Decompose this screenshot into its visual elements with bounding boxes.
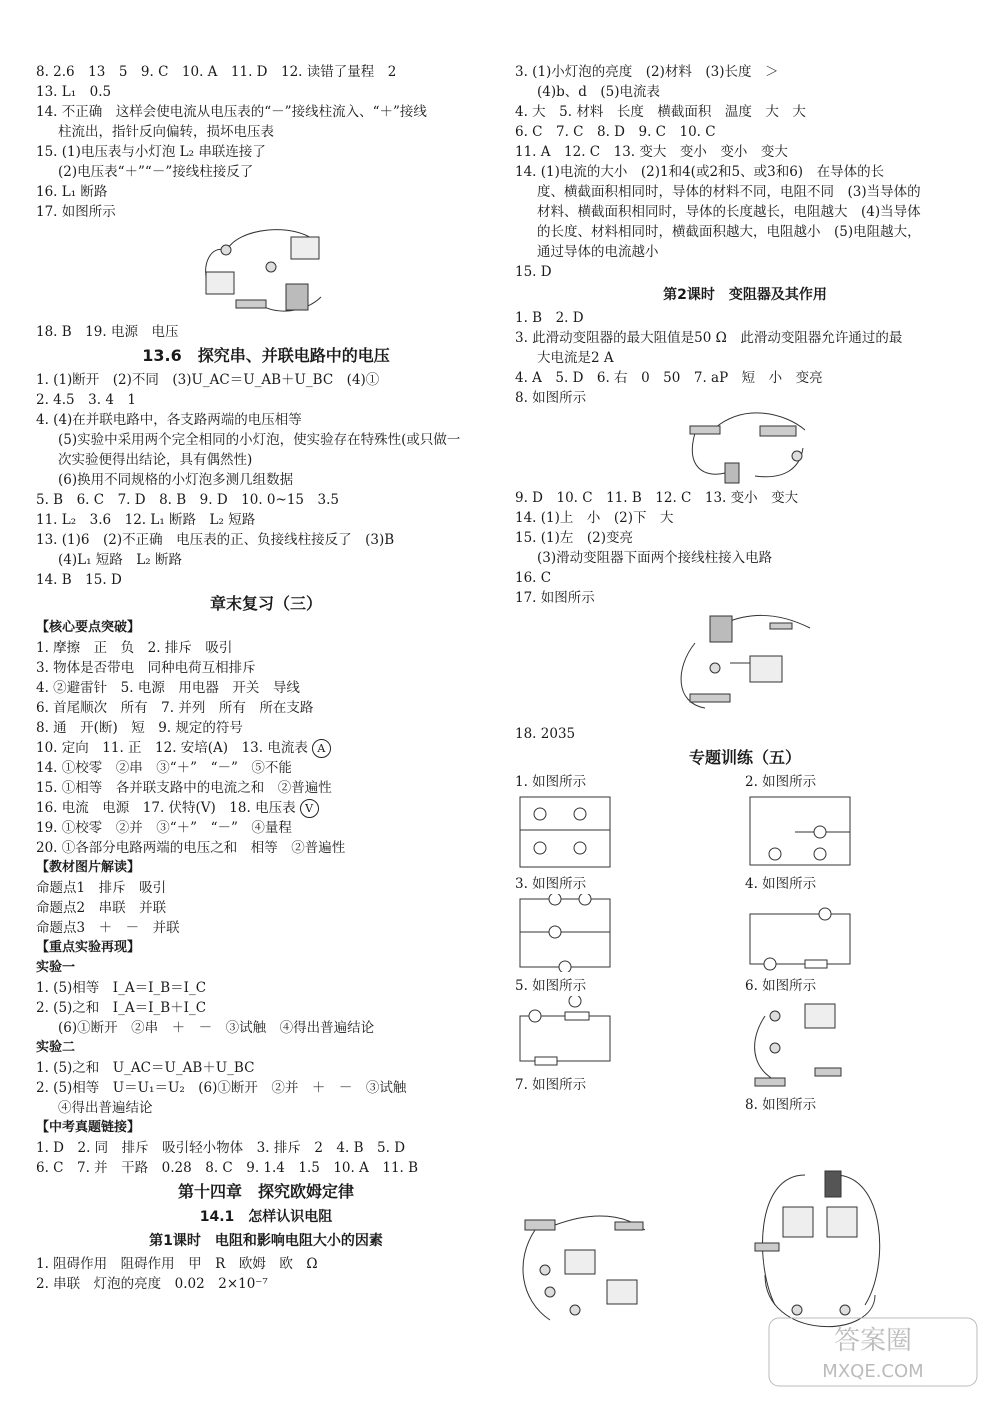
answer-line: 2. 串联 灯泡的亮度 0.02 2×10⁻⁷ xyxy=(36,1276,268,1292)
answer-line: 柱流出，指针反向偏转，损坏电压表 xyxy=(58,124,274,140)
figure-label: 7. 如图所示 xyxy=(515,1077,587,1093)
answer-line: 11. A 12. C 13. 变大 变小 变小 变大 xyxy=(515,144,788,160)
circuit-figure xyxy=(675,408,815,488)
answer-line: 18. 2035 xyxy=(515,726,576,742)
answer-line: 16. C xyxy=(515,570,552,586)
subsection-heading: 【重点实验再现】 xyxy=(36,940,141,955)
answer-block xyxy=(515,488,975,608)
answer-line: (2)电压表“＋”“－”接线柱接反了 xyxy=(58,164,254,180)
lesson-heading: 第2课时 变阻器及其作用 xyxy=(663,287,827,303)
svg-text:答案圈: 答案圈 xyxy=(833,1326,913,1356)
figure-grid xyxy=(515,772,975,874)
subsection-heading: 【中考真题链接】 xyxy=(36,1120,141,1135)
chapter-heading: 第十四章 探究欧姆定律 xyxy=(177,1182,354,1201)
answer-text: 10. 定向 11. 正 12. 安培(A) 13. 电流表 xyxy=(36,740,308,756)
answer-line: (4)L₁ 短路 L₂ 断路 xyxy=(58,552,182,568)
answer-line: 4. A 5. D 6. 右 0 50 7. aP 短 小 变亮 xyxy=(515,370,823,386)
answer-block xyxy=(515,308,975,408)
figure-grid xyxy=(515,874,975,976)
answer-line: 6. 首尾顺次 所有 7. 并列 所有 所在支路 xyxy=(36,700,314,716)
circuit-figure xyxy=(196,222,336,322)
answer-line: 8. 2.6 13 5 9. C 10. A 11. D 12. 读错了量程 2 xyxy=(36,64,397,80)
figure-label: 3. 如图所示 xyxy=(515,876,587,892)
section-heading: 章末复习（三） xyxy=(209,594,322,613)
answer-line: 材料、横截面积相同时，导体的长度越长，电阻越大 (4)当导体 xyxy=(537,204,921,220)
answer-line: (4)b、d (5)电流表 xyxy=(537,84,661,100)
answer-line: 1. 阻碍作用 阻碍作用 甲 R 欧姆 欧 Ω xyxy=(36,1256,318,1272)
answer-line: 度、横截面积相同时，导体的材料不同，电阻不同 (3)当导体的 xyxy=(537,184,921,200)
answer-block xyxy=(36,62,496,222)
answer-line: 13. L₁ 0.5 xyxy=(36,84,112,100)
answer-block xyxy=(36,370,496,590)
answer-line: 15. (1)左 (2)变亮 xyxy=(515,530,634,546)
answer-line: 15. (1)电压表与小灯泡 L₂ 串联连接了 xyxy=(36,144,266,160)
answer-line: 14. 不正确 这样会使电流从电压表的“－”接线柱流入、“＋”接线 xyxy=(36,104,427,120)
answer-line: 14. ①校零 ②串 ③“＋” “－” ⑤不能 xyxy=(36,760,292,776)
answer-line: 4. ②避雷针 5. 电源 用电器 开关 导线 xyxy=(36,680,300,696)
answer-line: 6. C 7. 并 干路 0.28 8. C 9. 1.4 1.5 10. A 11. B xyxy=(36,1160,419,1176)
figure-label: 5. 如图所示 xyxy=(515,978,587,994)
answer-line: 4. 大 5. 材料 长度 横截面积 温度 大 大 xyxy=(515,104,806,120)
answer-line: 1. (5)之和 U_AC＝U_AB＋U_BC xyxy=(36,1060,255,1076)
answer-line: 11. L₂ 3.6 12. L₁ 断路 L₂ 短路 xyxy=(36,512,256,528)
answer-line: 大电流是2 A xyxy=(537,350,614,366)
right-column xyxy=(515,62,975,1115)
answer-line: 9. D 10. C 11. B 12. C 13. 变小 变大 xyxy=(515,490,799,506)
answer-line: 命题点2 串联 并联 xyxy=(36,900,167,916)
section-heading: 14.1 怎样认识电阻 xyxy=(199,1209,333,1225)
figure-cell xyxy=(745,874,975,976)
answer-line: 2. (5)相等 U＝U₁＝U₂ (6)①断开 ②并 ＋ － ③试触 xyxy=(36,1080,407,1096)
section-heading: 专题训练（五） xyxy=(688,748,801,767)
ammeter-symbol: A xyxy=(312,739,331,758)
answer-line: 1. 摩擦 正 负 2. 排斥 吸引 xyxy=(36,640,233,656)
figure-cell xyxy=(745,772,975,874)
answer-line: 1. (5)相等 I_A＝I_B＝I_C xyxy=(36,980,207,996)
answer-line: 通过导体的电流越小 xyxy=(537,244,659,260)
answer-line: 命题点3 ＋ － 并联 xyxy=(36,920,180,936)
answer-line: 14. (1)上 小 (2)下 大 xyxy=(515,510,674,526)
answer-line: 13. (1)6 (2)不正确 电压表的正、负接线柱接反了 (3)B xyxy=(36,532,395,548)
figure-cell xyxy=(515,874,745,976)
answer-line: 16. L₁ 断路 xyxy=(36,184,108,200)
figure-label: 4. 如图所示 xyxy=(745,876,817,892)
svg-text:MXQE.COM: MXQE.COM xyxy=(822,1361,924,1382)
answer-line: 3. 此滑动变阻器的最大阻值是50 Ω 此滑动变阻器允许通过的最 xyxy=(515,330,903,346)
answer-line: 3. (1)小灯泡的亮度 (2)材料 (3)长度 ＞ xyxy=(515,64,779,80)
circuit-diagram xyxy=(515,792,615,870)
figure-grid xyxy=(515,976,975,1115)
answer-line: 3. 物体是否带电 同种电荷互相排斥 xyxy=(36,660,256,676)
circuit-diagram xyxy=(745,996,855,1091)
answer-line: 19. ①校零 ②并 ③“＋” “－” ④量程 xyxy=(36,820,292,836)
answer-line: 的长度、材料相同时，横截面积越大，电阻越小 (5)电阻越大， xyxy=(537,224,921,240)
answer-line: 命题点1 排斥 吸引 xyxy=(36,880,167,896)
figure-cell xyxy=(515,772,745,874)
circuit-diagram xyxy=(515,894,615,972)
answer-line: 2. (5)之和 I_A＝I_B＋I_C xyxy=(36,1000,207,1016)
circuit-figure xyxy=(670,608,820,718)
lesson-heading: 第1课时 电阻和影响电阻大小的因素 xyxy=(149,1233,383,1249)
experiment-label: 实验二 xyxy=(36,1040,76,1055)
left-column xyxy=(36,62,496,1294)
circuit-diagram xyxy=(745,894,855,972)
site-logo xyxy=(768,1317,978,1387)
answer-line xyxy=(36,798,496,818)
answer-line: 18. B 19. 电源 电压 xyxy=(36,324,179,340)
answer-text: 16. 电流 电源 17. 伏特(V) 18. 电压表 xyxy=(36,800,296,816)
experiment-label: 实验一 xyxy=(36,960,76,975)
figure-label: 1. 如图所示 xyxy=(515,774,587,790)
answer-line: 14. (1)电流的大小 (2)1和4(或2和5、或3和6) 在导体的长 xyxy=(515,164,885,180)
answer-line: 8. 通 开(断) 短 9. 规定的符号 xyxy=(36,720,243,736)
answer-line: (6)换用不同规格的小灯泡多测几组数据 xyxy=(58,472,294,488)
voltmeter-symbol: V xyxy=(300,799,319,818)
answer-line: (5)实验中采用两个完全相同的小灯泡，使实验存在特殊性(或只做一 xyxy=(58,432,461,448)
figure-label: 2. 如图所示 xyxy=(745,774,817,790)
answer-line xyxy=(36,738,496,758)
figure-cell xyxy=(515,976,745,1115)
answer-line: ④得出普遍结论 xyxy=(58,1100,153,1116)
answer-line: 6. C 7. C 8. D 9. C 10. C xyxy=(515,124,716,140)
answer-line: 15. ①相等 各并联支路中的电流之和 ②普遍性 xyxy=(36,780,332,796)
answer-line: (6)①断开 ②串 ＋ － ③试触 ④得出普遍结论 xyxy=(58,1020,375,1036)
figure-label: 8. 如图所示 xyxy=(745,1097,817,1113)
figure-label: 6. 如图所示 xyxy=(745,978,817,994)
answer-line: 4. (4)在并联电路中，各支路两端的电压相等 xyxy=(36,412,302,428)
answer-line: 5. B 6. C 7. D 8. B 9. D 10. 0~15 3.5 xyxy=(36,492,339,508)
answer-line: 次实验便得出结论，具有偶然性) xyxy=(58,452,253,468)
answer-block xyxy=(515,62,975,282)
section-heading: 13.6 探究串、并联电路中的电压 xyxy=(142,346,390,365)
answer-line: 17. 如图所示 xyxy=(36,204,116,220)
circuit-diagram xyxy=(515,996,615,1071)
answer-line: 8. 如图所示 xyxy=(515,390,587,406)
answer-line: 1. B 2. D xyxy=(515,310,584,326)
answer-line: 17. 如图所示 xyxy=(515,590,595,606)
answer-line: 1. D 2. 同 排斥 吸引轻小物体 3. 排斥 2 4. B 5. D xyxy=(36,1140,406,1156)
circuit-figure xyxy=(515,1210,665,1330)
answer-line: 2. 4.5 3. 4 1 xyxy=(36,392,136,408)
answer-line: 14. B 15. D xyxy=(36,572,122,588)
answer-line: 1. (1)断开 (2)不同 (3)U_AC＝U_AB＋U_BC (4)① xyxy=(36,372,380,388)
figure-cell xyxy=(745,976,975,1115)
answer-line: (3)滑动变阻器下面两个接线柱接入电路 xyxy=(537,550,773,566)
answer-line: 20. ①各部分电路两端的电压之和 相等 ②普遍性 xyxy=(36,840,346,856)
answer-line: 15. D xyxy=(515,264,552,280)
subsection-heading: 【教材图片解读】 xyxy=(36,860,141,875)
circuit-diagram xyxy=(745,792,855,870)
subsection-heading: 【核心要点突破】 xyxy=(36,620,141,635)
